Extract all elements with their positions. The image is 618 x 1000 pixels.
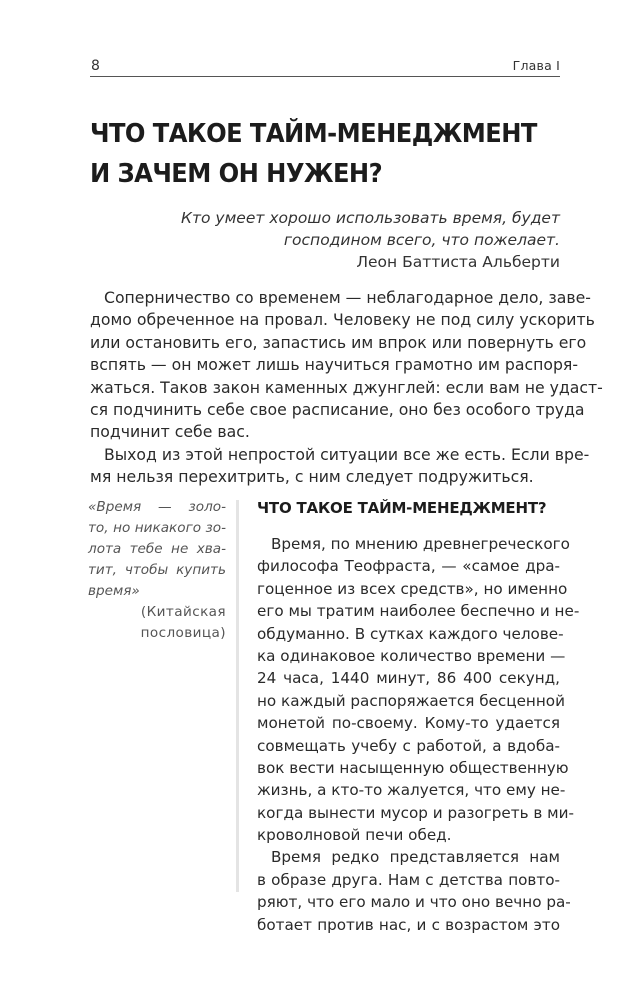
sidebar-quote-line: «Время — золо- <box>88 499 226 515</box>
sidebar-quote-line: тит, чтобы купить <box>88 562 226 578</box>
sidebar-source-line: (Китайская <box>140 604 226 620</box>
section-heading: ЧТО ТАКОЕ ТАЙМ-МЕНЕДЖМЕНТ? <box>257 499 547 517</box>
section-paragraph <box>257 846 571 936</box>
epigraph-author: Леон Баттиста Альберти <box>356 253 560 271</box>
text-line: ся подчинить себе свое расписание, оно без особого труда <box>90 399 585 419</box>
text-line: философа Теофраста, — «самое дра- <box>257 557 560 576</box>
text-line: ка одинаковое количество времени — <box>257 646 566 665</box>
text-line: ботает против нас, и с возрастом это <box>257 915 560 934</box>
text-line: Время редко представляется нам <box>271 848 560 867</box>
text-line: Время, по мнению древнегреческого <box>271 535 570 553</box>
page-number: 8 <box>91 58 100 74</box>
chapter-title-line: И ЗАЧЕМ ОН НУЖЕН? <box>90 159 383 189</box>
section-paragraph <box>257 533 580 846</box>
text-line: жизнь, а кто-то жалуется, что ему не- <box>257 781 566 800</box>
text-line: его мы тратим наиболее беспечно и не- <box>257 602 580 621</box>
intro-text <box>90 287 603 489</box>
epigraph-quote-line: Кто умеет хорошо использовать время, будет <box>180 209 560 227</box>
chapter-title <box>90 114 536 194</box>
sidebar-quote <box>88 497 226 644</box>
text-line: Соперничество со временем — неблагодарное дело, заве- <box>104 288 591 307</box>
text-line: Выход из этой непростой ситуации все же есть. Если вре- <box>104 444 590 464</box>
section-main-column <box>257 497 580 936</box>
sidebar-quote-line: лота тебе не хва- <box>88 541 226 557</box>
intro-paragraph <box>90 287 603 444</box>
sidebar-quote-line: время» <box>88 583 140 599</box>
text-line: вспять — он может лишь научиться грамотно им распоря- <box>90 355 578 375</box>
text-line: 24 часа, 1440 минут, 86 400 секунд, <box>257 669 560 688</box>
page-header <box>90 58 560 77</box>
intro-paragraph <box>90 444 590 489</box>
text-line: мя нельзя перехитрить, с ним следует подружиться. <box>90 467 534 487</box>
text-line: монетой по-своему. Кому-то удается <box>257 714 560 733</box>
text-line: ряют, что его мало и что оно вечно ра- <box>257 893 571 912</box>
text-line: совмещать учебу с работой, а вдоба- <box>257 736 560 755</box>
text-line: жаться. Таков закон каменных джунглей: если вам не удаст- <box>90 377 603 397</box>
text-line: обдуманно. В сутках каждого челове- <box>257 624 564 643</box>
text-line: но каждый распоряжается бесценной <box>257 691 565 710</box>
text-line: вок вести насыщенную общественную <box>257 758 569 777</box>
sidebar-quote-line: то, но никакого зо- <box>88 520 226 536</box>
text-line: домо обреченное на провал. Человеку не под силу ускорить <box>90 310 595 330</box>
text-line: в образе друга. Нам с детства повто- <box>257 870 560 889</box>
text-line: гоценное из всех средств», но именно <box>257 579 568 598</box>
epigraph-quote-line: господином всего, что пожелает. <box>283 231 560 249</box>
text-line: кроволновой печи обед. <box>257 826 452 845</box>
column-separator <box>236 500 239 892</box>
sidebar-source-line: пословица) <box>140 625 226 641</box>
epigraph <box>140 207 560 273</box>
text-line: когда вынести мусор и разогреть в ми- <box>257 803 574 822</box>
chapter-title-line: ЧТО ТАКОЕ ТАЙМ-МЕНЕДЖМЕНТ <box>90 119 537 149</box>
running-head: Глава I <box>512 58 560 73</box>
text-line: подчинит себе вас. <box>90 422 250 442</box>
text-line: или остановить его, запастись им впрок или повернуть его <box>90 332 587 352</box>
